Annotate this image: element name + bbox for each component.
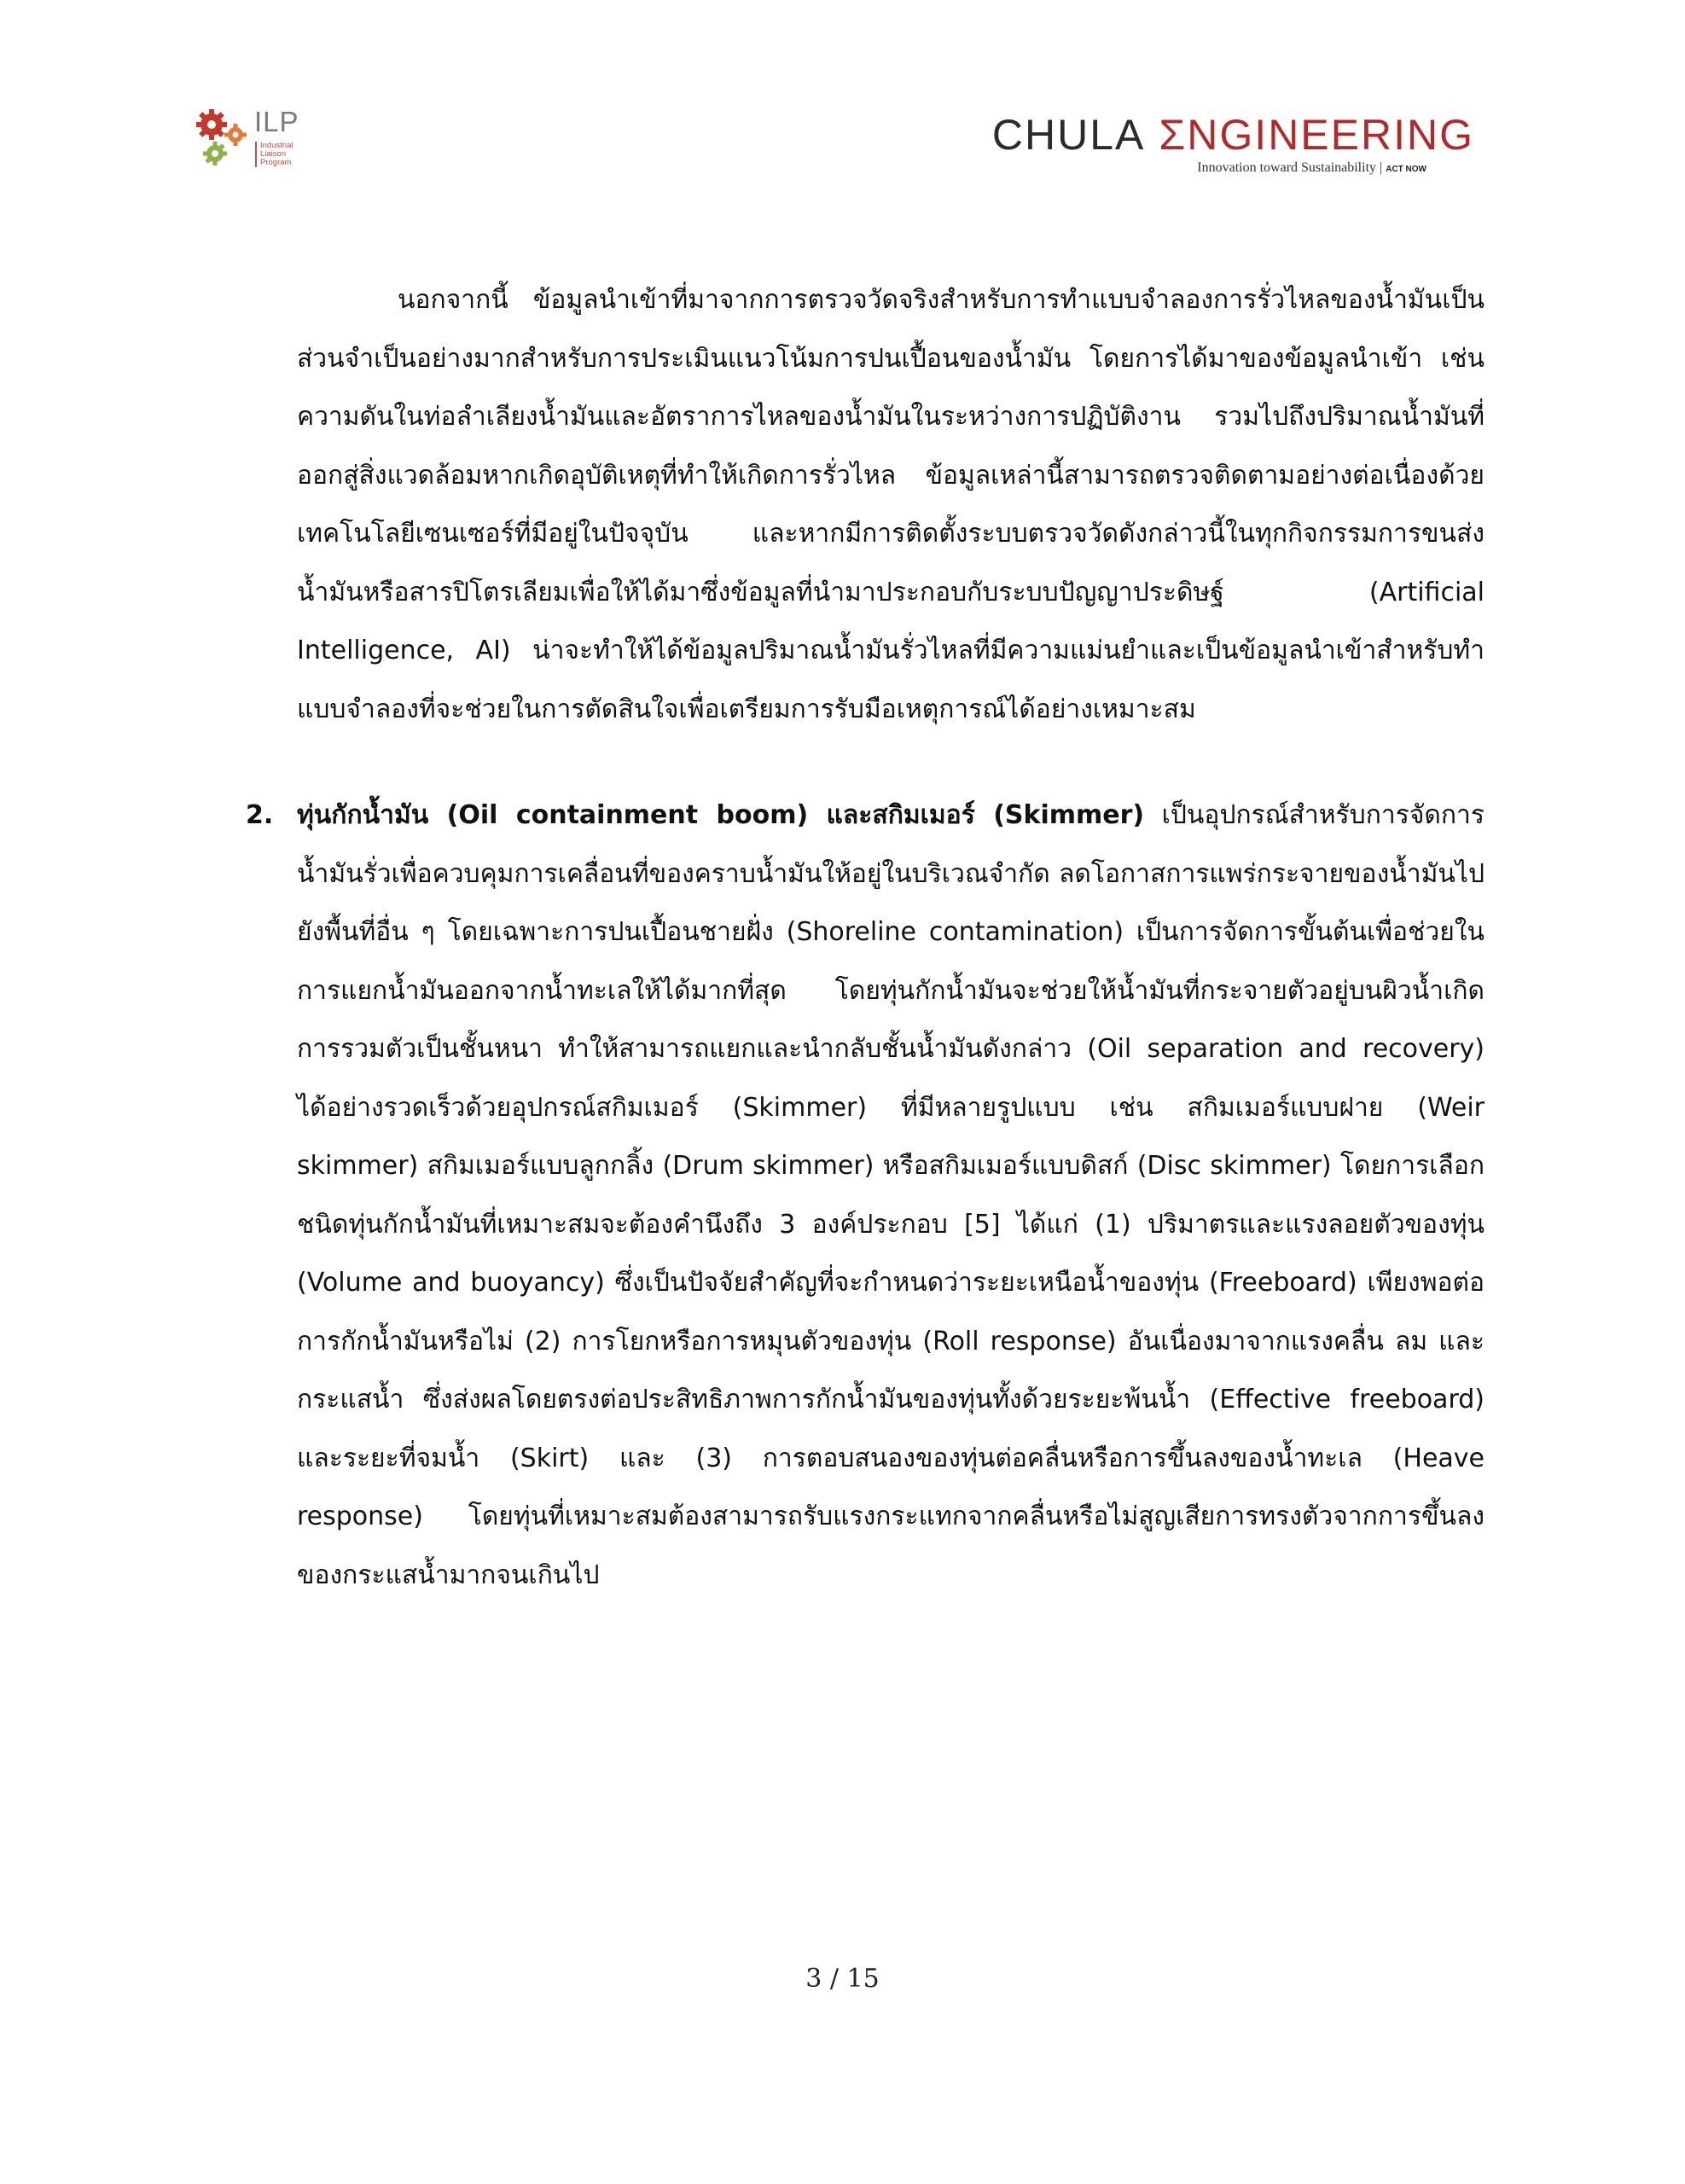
engineering-word: ƩNGINEERING (1159, 111, 1474, 159)
page-number: 3 / 15 (805, 1964, 880, 1994)
list-item-body: เป็นอุปกรณ์สำหรับการจัดการน้ำมันรั่วเพื่อควบคุมการเคลื่อนที่ของคราบน้ำมันให้อยู่ในบริเวณจำกัด ลดโอกาสการแพร่กระจายของน้ำมันไปยังพื้นที่อื่น ๆ โดยเฉพาะการปนเปื้อนชายฝั่ง (Shoreline contamination) เป็นการจัดการขั้นต้นเพื่อช่วยในการแยกน้ำมันออกจากน้ำทะเลให้ได้มากที่สุด โดยทุ่นกักน้ำมันจะช่วยให้น้ำมันที่กระจายตัวอยู่บนผิวน้ำเกิดการรวมตัวเป็นชั้นหนา ทำให้สามารถแยกและนำกลับชั้นน้ำมันดังกล่าว (Oil separation and recovery) ได้อย่างรวดเร็วด้วยอุปกรณ์สกิมเมอร์ (Skimmer) ที่มีหลายรูปแบบ เช่น สกิมเมอร์แบบฝาย (Weir skimmer) สกิมเมอร์แบบลูกกลิ้ง (Drum skimmer) หรือสกิมเมอร์แบบดิสก์ (Disc skimmer) โดยการเลือกชนิดทุ่นกักน้ำมันที่เหมาะสมจะต้องคำนึงถึง 3 องค์ประกอบ [5] ได้แก่ (1) ปริมาตรและแรงลอยตัวของทุ่น (Volume and buoyancy) ซึ่งเป็นปัจจัยสำคัญที่จะกำหนดว่าระยะเหนือน้ำของทุ่น (Freeboard) เพียงพอต่อการกักน้ำมันหรือไม่ (2) การโยกหรือการหมุนตัวของทุ่น (Roll response) อันเนื่องมาจากแรงคลื่น ลม และกระแสน้ำ ซึ่งส่งผลโดยตรงต่อประสิทธิภาพการกักน้ำมันของทุ่นทั้งด้วยระยะพ้นน้ำ (Effective freeboard) และระยะที่จมน้ำ (Skirt) และ (3) การตอบสนองของทุ่นต่อคลื่นหรือการขึ้นลงของน้ำทะเล (Heave response) โดยทุ่นที่เหมาะสมต้องสามารถรับแรงกระแทกจากคลื่นหรือไม่สูญเสียการทรงตัวจากการขึ้นลงของกระแสน้ำมากจนเกินไป (297, 800, 1485, 1590)
intro-paragraph: นอกจากนี้ ข้อมูลนำเข้าที่มาจากการตรวจวัดจริงสำหรับการทำแบบจำลองการรั่วไหลของน้ำมันเป็นส่วนจำเป็นอย่างมากสำหรับการประเมินแนวโน้มการปนเปื้อนของน้ำมัน โดยการได้มาของข้อมูลนำเข้า เช่น ความดันในท่อลำเลียงน้ำมันและอัตราการไหลของน้ำมันในระหว่างการปฏิบัติงาน รวมไปถึงปริมาณน้ำมันที่ออกสู่สิ่งแวดล้อมหากเกิดอุบัติเหตุที่ทำให้เกิดการรั่วไหล ข้อมูลเหล่านี้สามารถตรวจติดตามอย่างต่อเนื่องด้วยเทคโนโลยีเซนเซอร์ที่มีอยู่ในปัจจุบัน และหากมีการติดตั้งระบบตรวจวัดดังกล่าวนี้ในทุกกิจกรรมการขนส่งน้ำมันหรือสารปิโตรเลียมเพื่อให้ได้มาซึ่งข้อมูลที่นำมาประกอบกับระบบปัญญาประดิษฐ์ (Artificial Intelligence, AI) น่าจะทำให้ได้ข้อมูลปริมาณน้ำมันรั่วไหลที่มีความแม่นยำและเป็นข้อมูลนำเข้าสำหรับทำแบบจำลองที่จะช่วยในการตัดสินใจเพื่อเตรียมการรับมือเหตุการณ์ได้อย่างเหมาะสม (297, 285, 1485, 724)
ilp-logo (193, 106, 308, 177)
chula-word: CHULA (991, 111, 1146, 159)
gears-icon (193, 109, 253, 177)
ilp-logo-subtitle: Industrial Liaison Program (255, 142, 293, 167)
chula-engineering-logo (991, 111, 1474, 179)
list-item-text (297, 787, 1485, 1605)
tagline-text: Innovation toward Sustainability | (1197, 160, 1383, 175)
ilp-logo-name: ILP (254, 106, 299, 137)
document-body (246, 271, 1485, 1605)
list-item-heading: ทุ่นกักน้ำมัน (Oil containment boom) และสกิมเมอร์ (Skimmer) (297, 800, 1145, 830)
act-now-badge: ACT NOW (1386, 165, 1426, 174)
list-item-2 (246, 787, 1485, 1605)
chula-logo-wordmark (992, 111, 1474, 159)
list-number: 2. (246, 800, 274, 830)
chula-logo-tagline (1197, 160, 1426, 176)
